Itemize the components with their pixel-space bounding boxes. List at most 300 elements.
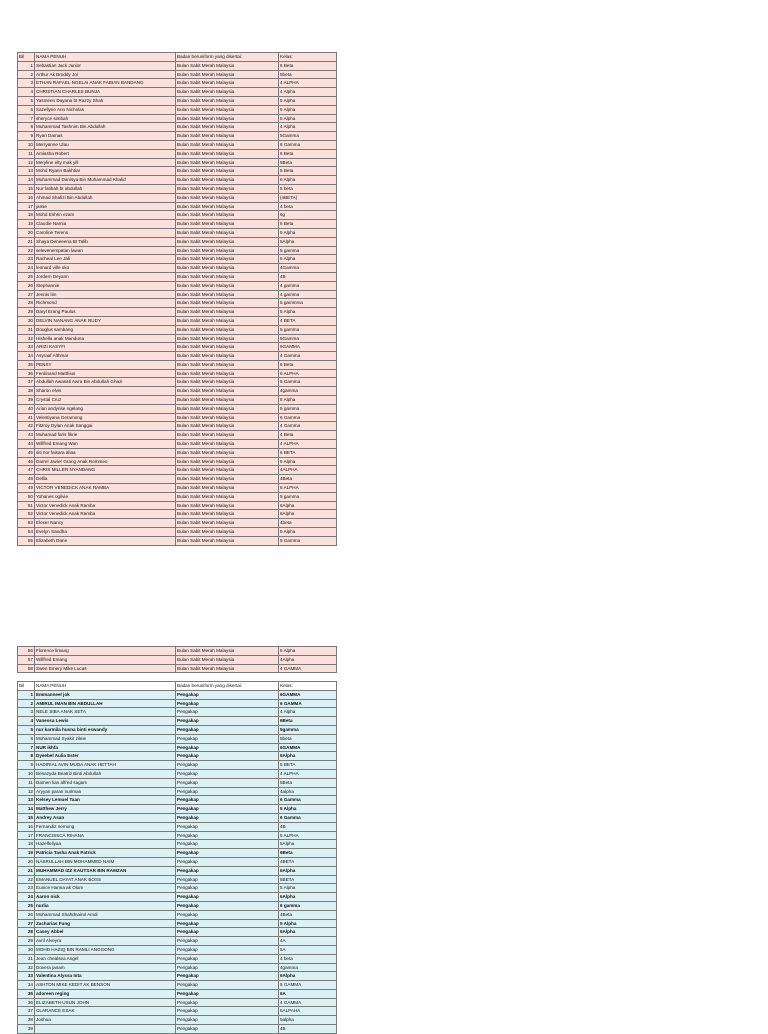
cell-class: 6Alpha — [279, 866, 337, 875]
cell-name: Shaya Deneeena Bt Talib — [35, 237, 176, 246]
cell-body: Pengakap — [176, 857, 279, 866]
cell-class: 5beta — [279, 70, 337, 79]
cell-name: NUR ikhfa — [35, 743, 176, 752]
cell-body: Bulan Sabit Merah Malaysia — [176, 184, 279, 193]
cell-name: Emmanneel jok — [35, 690, 176, 699]
cell-no: 46 — [18, 457, 35, 466]
cell-no: 1 — [18, 61, 35, 70]
cell-class: 5 Gamma — [279, 378, 337, 387]
cell-class: 5Gamma — [279, 132, 337, 141]
cell-class: 5 GAMMA — [279, 981, 337, 990]
table-row — [18, 910, 337, 919]
cell-class: 5 Alpha — [279, 105, 337, 114]
cell-name: Yohanes ogilvie — [35, 492, 176, 501]
cell-no: 24 — [18, 893, 35, 902]
table-row — [18, 743, 337, 752]
header-name: NAMA PENUH — [35, 682, 176, 691]
cell-name: nur karmila husna binti eswandy — [35, 725, 176, 734]
cell-class: 5 gamma — [279, 246, 337, 255]
cell-body: Bulan Sabit Merah Malaysia — [176, 123, 279, 132]
table-row — [18, 699, 337, 708]
cell-no: 36 — [18, 998, 35, 1007]
cell-name: leonard ville oko — [35, 264, 176, 273]
table-row — [18, 255, 337, 264]
header-body: Badan beruniform yang disertai: — [176, 53, 279, 62]
cell-no: 14 — [18, 805, 35, 814]
cell-no: 33 — [18, 972, 35, 981]
sheet-table-bsmm — [17, 52, 337, 546]
table-row — [18, 501, 337, 510]
cell-name: Amiasha Robert — [35, 149, 176, 158]
cell-class: 6 Beta — [279, 149, 337, 158]
cell-class: 5 Alpha — [279, 919, 337, 928]
table-row — [18, 378, 337, 387]
header-name: NAMA PENUH — [35, 53, 176, 62]
cell-body: Pengakap — [176, 928, 279, 937]
cell-body: Pengakap — [176, 919, 279, 928]
cell-name: HADIRIAL AVIN MUDA ANAK HETTAH — [35, 761, 176, 770]
cell-name: Patricia Tasha Anak Patrick — [35, 849, 176, 858]
cell-no: 34 — [18, 352, 35, 361]
cell-no: 23 — [18, 884, 35, 893]
cell-body: Bulan Sabit Merah Malaysia — [176, 264, 279, 273]
cell-name: Muhamad faris fikrie — [35, 431, 176, 440]
cell-no: 35 — [18, 360, 35, 369]
table-row — [18, 519, 337, 528]
cell-no: 20 — [18, 228, 35, 237]
cell-no: 19 — [18, 849, 35, 858]
cell-name: Willfred Emang Wan — [35, 440, 176, 449]
cell-class: 4Gamma — [279, 264, 337, 273]
table-row — [18, 396, 337, 405]
cell-no: 20 — [18, 857, 35, 866]
cell-class: 5GAMMA — [279, 343, 337, 352]
cell-no: 21 — [18, 237, 35, 246]
cell-name: Yasmeen Dayana bt Razzy Shah — [35, 96, 176, 105]
cell-class: 6 Gamma — [279, 413, 337, 422]
cell-body: Pengakap — [176, 725, 279, 734]
cell-name: Joshua — [35, 1016, 176, 1025]
table-row — [18, 928, 337, 937]
cell-no: 5 — [18, 725, 35, 734]
cell-body: Bulan Sabit Merah Malaysia — [176, 114, 279, 123]
cell-no: 31 — [18, 325, 35, 334]
cell-class: 4Beta — [279, 910, 337, 919]
cell-body: Bulan Sabit Merah Malaysia — [176, 193, 279, 202]
table-row — [18, 352, 337, 361]
table-row — [18, 884, 337, 893]
cell-name: Kelsey Lemuel Taan — [35, 796, 176, 805]
cell-name: Darrel Javier Grang Anak Rommeo — [35, 457, 176, 466]
cell-body: Bulan Sabit Merah Malaysia — [176, 176, 279, 185]
table-row — [18, 360, 337, 369]
cell-no: 55 — [18, 536, 35, 545]
cell-class: 5 Alpha — [279, 228, 337, 237]
table-row — [18, 954, 337, 963]
table-row — [18, 475, 337, 484]
cell-name: Sharon elvis — [35, 387, 176, 396]
table-row — [18, 334, 337, 343]
table-row — [18, 413, 337, 422]
cell-body: Bulan Sabit Merah Malaysia — [176, 664, 279, 673]
cell-name: Andrey Asan — [35, 813, 176, 822]
table-row — [18, 866, 337, 875]
cell-name: Ahmad Shafizi Bin Abdullah — [35, 193, 176, 202]
cell-body: Pengakap — [176, 743, 279, 752]
cell-name: Arthur Ak Broddy Jol — [35, 70, 176, 79]
cell-no: 39 — [18, 1025, 35, 1034]
cell-body: Bulan Sabit Merah Malaysia — [176, 378, 279, 387]
cell-name: Evelyn Sandha — [35, 528, 176, 537]
table-row — [18, 290, 337, 299]
cell-body: Pengakap — [176, 699, 279, 708]
cell-no: 3 — [18, 79, 35, 88]
cell-no: 11 — [18, 778, 35, 787]
cell-no: 30 — [18, 316, 35, 325]
table-row — [18, 123, 337, 132]
cell-class: 4Beta — [279, 475, 337, 484]
cell-class: 6 ALPHA — [279, 369, 337, 378]
cell-name: NASRULLAH BIN MOHAMMED NAIM — [35, 857, 176, 866]
cell-body: Bulan Sabit Merah Malaysia — [176, 352, 279, 361]
cell-class: 6g — [279, 211, 337, 220]
cell-no: 6 — [18, 105, 35, 114]
table-row — [18, 536, 337, 545]
cell-body: Pengakap — [176, 849, 279, 858]
table-row — [18, 211, 337, 220]
cell-name: Muhammad Tashnim Bin Abdullah — [35, 123, 176, 132]
cell-no: 28 — [18, 299, 35, 308]
cell-class: 6GAMMA — [279, 743, 337, 752]
cell-class: 4 Gamma — [279, 422, 337, 431]
table-row — [18, 708, 337, 717]
cell-name: Florence limang — [35, 647, 176, 656]
table-row — [18, 963, 337, 972]
cell-body: Bulan Sabit Merah Malaysia — [176, 440, 279, 449]
table-row — [18, 457, 337, 466]
cell-no: 39 — [18, 396, 35, 405]
cell-body: Pengakap — [176, 875, 279, 884]
cell-no: 1 — [18, 690, 35, 699]
header-class: Kelas: — [279, 53, 337, 62]
cell-class: 6Alpha — [279, 501, 337, 510]
table-row — [18, 176, 337, 185]
cell-body: Pengakap — [176, 998, 279, 1007]
cell-name: Arian andyrise ngelang — [35, 404, 176, 413]
cell-class: 6Alpha — [279, 510, 337, 519]
cell-no: 45 — [18, 448, 35, 457]
cell-class: 6 Alpha — [279, 176, 337, 185]
table-row — [18, 228, 337, 237]
cell-no: 47 — [18, 466, 35, 475]
table-row — [18, 96, 337, 105]
cell-body: Bulan Sabit Merah Malaysia — [176, 655, 279, 664]
cell-class: 4 Alpha — [279, 123, 337, 132]
cell-name: EMANUEL DAYAT ANAK BOSS — [35, 875, 176, 884]
cell-body: Pengakap — [176, 937, 279, 946]
cell-no: 11 — [18, 149, 35, 158]
cell-class: 6Alpha — [279, 928, 337, 937]
cell-body: Bulan Sabit Merah Malaysia — [176, 404, 279, 413]
cell-name: CLARANCE ESAK — [35, 1007, 176, 1016]
cell-body: Bulan Sabit Merah Malaysia — [176, 387, 279, 396]
table-row — [18, 132, 337, 141]
table-row — [18, 1007, 337, 1016]
cell-class: 4 Alpha — [279, 708, 337, 717]
cell-no: 40 — [18, 404, 35, 413]
table-row — [18, 404, 337, 413]
cell-body: Pengakap — [176, 769, 279, 778]
cell-body: Bulan Sabit Merah Malaysia — [176, 457, 279, 466]
cell-no: 15 — [18, 184, 35, 193]
cell-name: Elexer Nancy — [35, 519, 176, 528]
cell-class: 6Beta — [279, 717, 337, 726]
table-row — [18, 831, 337, 840]
cell-name: Eunice Hanna ak Olam — [35, 884, 176, 893]
cell-no: 30 — [18, 945, 35, 954]
cell-no: 50 — [18, 492, 35, 501]
cell-body: Pengakap — [176, 963, 279, 972]
cell-no: 4 — [18, 717, 35, 726]
cell-class: 5alpha — [279, 1016, 337, 1025]
cell-body: Pengakap — [176, 1016, 279, 1025]
cell-name: Aaron nick — [35, 893, 176, 902]
cell-no: 24 — [18, 264, 35, 273]
table-row — [18, 114, 337, 123]
cell-name: Swen Emery Mike Lucas — [35, 664, 176, 673]
cell-class: 5Alpha — [279, 237, 337, 246]
cell-class: 5 Alpha — [279, 96, 337, 105]
cell-no: 19 — [18, 220, 35, 229]
table-row — [18, 299, 337, 308]
table-row — [18, 769, 337, 778]
table-row — [18, 167, 337, 176]
cell-body: Bulan Sabit Merah Malaysia — [176, 316, 279, 325]
table-row — [18, 264, 337, 273]
cell-class: 5 gamma — [279, 325, 337, 334]
cell-name: MUHAMMAD IZZ KAUTSAR BIN RAMZAN — [35, 866, 176, 875]
table-row — [18, 875, 337, 884]
cell-no: 25 — [18, 272, 35, 281]
cell-no: 6 — [18, 734, 35, 743]
sheet-table-bsmm-continued — [17, 646, 337, 673]
cell-no: 34 — [18, 981, 35, 990]
table-row — [18, 857, 337, 866]
cell-class: 6 GAMMA — [279, 699, 337, 708]
cell-no: 49 — [18, 484, 35, 493]
cell-no: 42 — [18, 422, 35, 431]
cell-class: 6Beta — [279, 849, 337, 858]
cell-class: 6 Alpha — [279, 255, 337, 264]
cell-name: Avril Alveyra — [35, 937, 176, 946]
table-row — [18, 945, 337, 954]
cell-name: Merryanne Ulau — [35, 140, 176, 149]
cell-no: 48 — [18, 475, 35, 484]
cell-name: Sazellyne Ann Nicholas — [35, 105, 176, 114]
cell-class: 5 Alpha — [279, 805, 337, 814]
cell-no: 32 — [18, 963, 35, 972]
cell-class: 4 BETA — [279, 316, 337, 325]
cell-class: 5 Gamma — [279, 536, 337, 545]
cell-name: nurlia — [35, 901, 176, 910]
cell-no: 29 — [18, 308, 35, 317]
cell-name: Daryl Erang Paulus — [35, 308, 176, 317]
cell-name: Meryline elty mak yill — [35, 158, 176, 167]
cell-no: 37 — [18, 1007, 35, 1016]
cell-class: 4ALPHA — [279, 466, 337, 475]
cell-no: 2 — [18, 70, 35, 79]
cell-class: 4BETA — [279, 857, 337, 866]
cell-no: 43 — [18, 431, 35, 440]
cell-class: 5Beta — [279, 158, 337, 167]
cell-class: 4 ALPHA — [279, 79, 337, 88]
cell-name: ARIZI KASYFI — [35, 343, 176, 352]
cell-no: 10 — [18, 140, 35, 149]
cell-class: 5 gammma — [279, 299, 337, 308]
cell-name: selevenempatan lawan — [35, 246, 176, 255]
cell-body: Pengakap — [176, 840, 279, 849]
table-row — [18, 484, 337, 493]
cell-no: 23 — [18, 255, 35, 264]
cell-body: Bulan Sabit Merah Malaysia — [176, 360, 279, 369]
cell-body: Bulan Sabit Merah Malaysia — [176, 510, 279, 519]
cell-no: 18 — [18, 211, 35, 220]
cell-body: Bulan Sabit Merah Malaysia — [176, 519, 279, 528]
cell-name: Elizabeth Dane — [35, 536, 176, 545]
cell-name: sheryce simbah — [35, 114, 176, 123]
cell-body: Bulan Sabit Merah Malaysia — [176, 88, 279, 97]
cell-body: Bulan Sabit Merah Malaysia — [176, 61, 279, 70]
cell-body: Pengakap — [176, 1007, 279, 1016]
cell-class: 4A — [279, 937, 337, 946]
cell-body: Pengakap — [176, 901, 279, 910]
cell-name: Mohd Ryann Bakhtiar — [35, 167, 176, 176]
cell-no: 57 — [18, 655, 35, 664]
cell-body: Pengakap — [176, 1025, 279, 1034]
cell-class: 4Alpha — [279, 655, 337, 664]
cell-class: 4 Alpha — [279, 88, 337, 97]
cell-body: Pengakap — [176, 866, 279, 875]
table-row — [18, 901, 337, 910]
table-row — [18, 422, 337, 431]
cell-body: Bulan Sabit Merah Malaysia — [176, 396, 279, 405]
cell-body: Pengakap — [176, 761, 279, 770]
cell-class: 5 gamma — [279, 404, 337, 413]
header-no: Bil — [18, 53, 35, 62]
table-row — [18, 664, 337, 673]
cell-no: 27 — [18, 290, 35, 299]
cell-no: 25 — [18, 901, 35, 910]
cell-body: Bulan Sabit Merah Malaysia — [176, 272, 279, 281]
cell-no: 10 — [18, 769, 35, 778]
cell-name: siti nor faisara aliaa — [35, 448, 176, 457]
cell-name: Mohammad Shahdnairul Amdi — [35, 910, 176, 919]
table-row — [18, 237, 337, 246]
table-row — [18, 184, 337, 193]
cell-body: Bulan Sabit Merah Malaysia — [176, 149, 279, 158]
cell-no: 36 — [18, 369, 35, 378]
cell-body: Pengakap — [176, 690, 279, 699]
cell-no: 5 — [18, 96, 35, 105]
cell-body: Bulan Sabit Merah Malaysia — [176, 228, 279, 237]
table-row — [18, 369, 337, 378]
table-row — [18, 647, 337, 656]
cell-body: Bulan Sabit Merah Malaysia — [176, 528, 279, 537]
cell-name: Asyraaf Althmar — [35, 352, 176, 361]
cell-name — [35, 1025, 176, 1034]
cell-class: 6 Beta — [279, 61, 337, 70]
table-row — [18, 937, 337, 946]
cell-name: Sebastian Jack Junior — [35, 61, 176, 70]
cell-name: Mohd Eshrin ezam — [35, 211, 176, 220]
cell-no: 56 — [18, 647, 35, 656]
cell-name: Mohammad Syakir zileie — [35, 734, 176, 743]
table-row — [18, 61, 337, 70]
table-row — [18, 717, 337, 726]
cell-body: Pengakap — [176, 972, 279, 981]
cell-no: 8 — [18, 123, 35, 132]
cell-class: 5Beta — [279, 778, 337, 787]
cell-no: 35 — [18, 989, 35, 998]
cell-no: 14 — [18, 176, 35, 185]
table-row — [18, 813, 337, 822]
table-row — [18, 778, 337, 787]
cell-name: PENSY — [35, 360, 176, 369]
cell-name: Victor Venedick Anak Ramba — [35, 501, 176, 510]
cell-name: ELIZABETH USUN JOHN — [35, 998, 176, 1007]
table-row — [18, 840, 337, 849]
cell-no: 21 — [18, 866, 35, 875]
cell-body: Pengakap — [176, 752, 279, 761]
cell-class: 6Alpha — [279, 893, 337, 902]
cell-name: Jordern Deyann — [35, 272, 176, 281]
table-row — [18, 893, 337, 902]
cell-class: 4 beta — [279, 202, 337, 211]
cell-name: Crystal Cruz — [35, 396, 176, 405]
cell-class: 5A — [279, 945, 337, 954]
cell-class: 5 ALPHA — [279, 831, 337, 840]
cell-body: Pengakap — [176, 954, 279, 963]
table-row — [18, 492, 337, 501]
cell-class: 4 gamma — [279, 290, 337, 299]
cell-no: 26 — [18, 910, 35, 919]
table-row — [18, 149, 337, 158]
cell-class: 6 Gamma — [279, 140, 337, 149]
table-row — [18, 193, 337, 202]
cell-no: 22 — [18, 875, 35, 884]
cell-class: 4 Beta — [279, 431, 337, 440]
cell-body: Pengakap — [176, 822, 279, 831]
table-row — [18, 1025, 337, 1034]
table-row — [18, 981, 337, 990]
cell-body: Pengakap — [176, 813, 279, 822]
cell-class: 6Alpha — [279, 972, 337, 981]
cell-body: Bulan Sabit Merah Malaysia — [176, 413, 279, 422]
cell-class: 6 Alpha — [279, 396, 337, 405]
table-row — [18, 1016, 337, 1025]
cell-no: 18 — [18, 840, 35, 849]
cell-name: Muhammad Danisya Bin Muhammad Khalid — [35, 176, 176, 185]
cell-class: 4B — [279, 1025, 337, 1034]
cell-no: 26 — [18, 281, 35, 290]
cell-no: 16 — [18, 193, 35, 202]
cell-no: 28 — [18, 928, 35, 937]
table-row — [18, 528, 337, 537]
cell-no: 31 — [18, 954, 35, 963]
cell-body: Bulan Sabit Merah Malaysia — [176, 246, 279, 255]
cell-class: 4 Gamma — [279, 352, 337, 361]
table-row — [18, 325, 337, 334]
